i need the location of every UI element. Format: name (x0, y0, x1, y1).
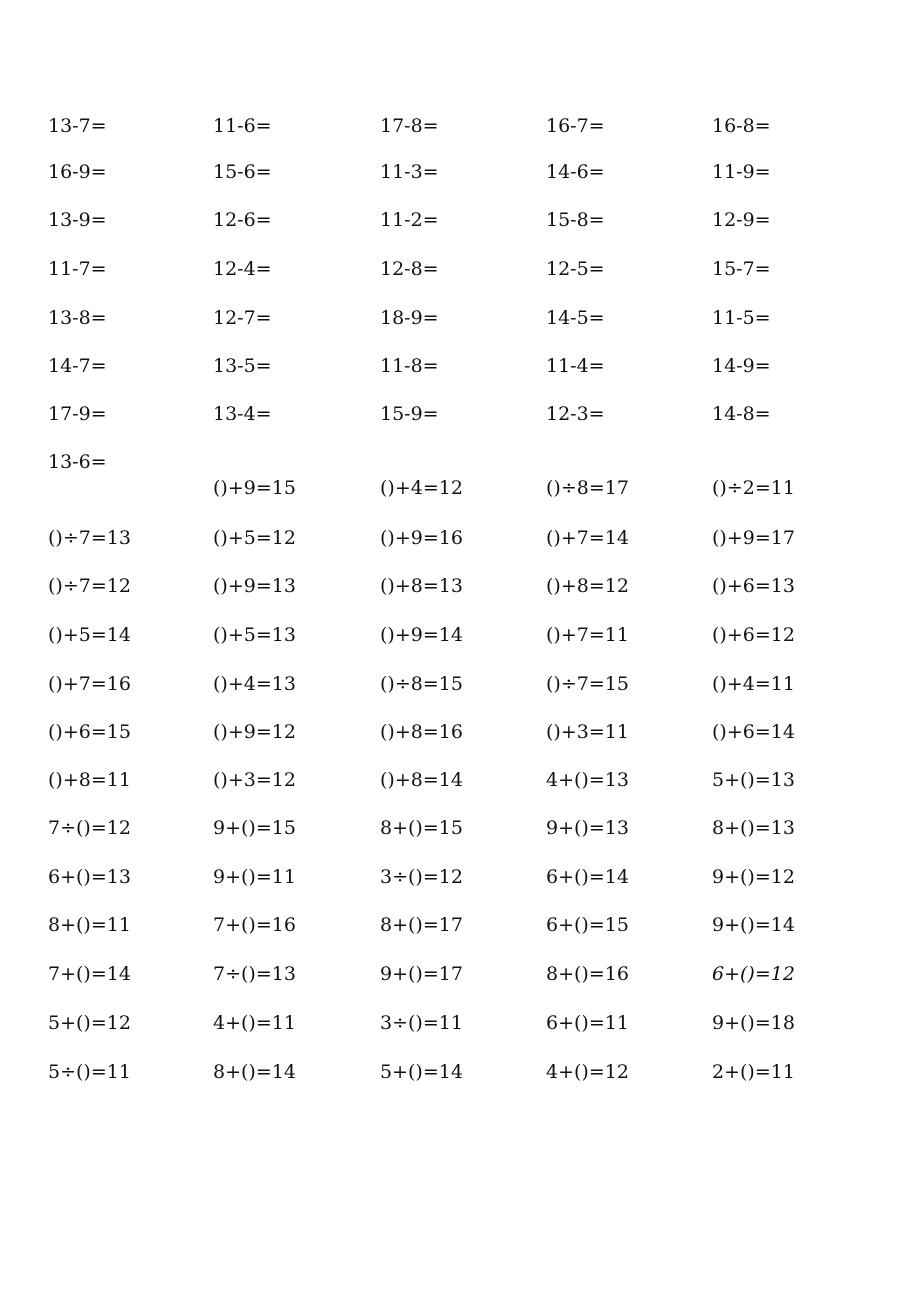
problem: 13-6= (48, 451, 107, 473)
problem: 16-8= (712, 115, 771, 137)
problem: ()+5=13 (213, 624, 296, 646)
problem: 13-4= (213, 403, 272, 425)
problem: 15-9= (380, 403, 439, 425)
problem: 13-8= (48, 307, 107, 329)
problem: ()+9=12 (213, 721, 296, 743)
problem: 7+()=14 (48, 963, 131, 985)
problem: ()+4=11 (712, 673, 795, 695)
problem: 7+()=16 (213, 914, 296, 936)
problem: 9+()=17 (380, 963, 463, 985)
problem: 11-3= (380, 161, 439, 183)
problem: 11-2= (380, 209, 439, 231)
problem: 17-8= (380, 115, 439, 137)
problem: ()÷7=12 (48, 575, 131, 597)
problem: 6+()=15 (546, 914, 629, 936)
problem: 7÷()=13 (213, 963, 296, 985)
problem: 12-7= (213, 307, 272, 329)
problem: 14-6= (546, 161, 605, 183)
problem: ()+5=12 (213, 527, 296, 549)
problem: ()+4=12 (380, 477, 463, 499)
problem: ()+6=15 (48, 721, 131, 743)
problem: ()+8=16 (380, 721, 463, 743)
problem: 6+()=12 (712, 963, 795, 985)
problem: 8+()=16 (546, 963, 629, 985)
problem: 9+()=18 (712, 1012, 795, 1034)
problem: 8+()=15 (380, 817, 463, 839)
problem: 11-7= (48, 258, 107, 280)
problem: 12-3= (546, 403, 605, 425)
problem: ()÷2=11 (712, 477, 795, 499)
problem: 3÷()=11 (380, 1012, 463, 1034)
problem: 15-7= (712, 258, 771, 280)
problem: ()+3=12 (213, 769, 296, 791)
problem: 5+()=12 (48, 1012, 131, 1034)
problem: 12-5= (546, 258, 605, 280)
problem: 14-5= (546, 307, 605, 329)
problem: ()+8=13 (380, 575, 463, 597)
problem: ()+4=13 (213, 673, 296, 695)
problem: 18-9= (380, 307, 439, 329)
problem: 14-7= (48, 355, 107, 377)
problem: 12-8= (380, 258, 439, 280)
problem: 6+()=13 (48, 866, 131, 888)
problem: 16-9= (48, 161, 107, 183)
problem: 6+()=11 (546, 1012, 629, 1034)
problem: ()+8=11 (48, 769, 131, 791)
problem: ()+9=17 (712, 527, 795, 549)
problem: 13-5= (213, 355, 272, 377)
problem: 4+()=13 (546, 769, 629, 791)
problem: 6+()=14 (546, 866, 629, 888)
problem: 12-9= (712, 209, 771, 231)
problem: ()+7=16 (48, 673, 131, 695)
problem: 9+()=11 (213, 866, 296, 888)
problem: ()+9=13 (213, 575, 296, 597)
problem: 9+()=14 (712, 914, 795, 936)
problem: ()+6=14 (712, 721, 795, 743)
problem: 5+()=14 (380, 1061, 463, 1083)
problem: 8+()=13 (712, 817, 795, 839)
problem: 7÷()=12 (48, 817, 131, 839)
problem: 9+()=15 (213, 817, 296, 839)
problem: ()+5=14 (48, 624, 131, 646)
problem: 11-9= (712, 161, 771, 183)
problem: ()+6=12 (712, 624, 795, 646)
problem: ()+9=16 (380, 527, 463, 549)
problem: ()+8=12 (546, 575, 629, 597)
problem: 8+()=14 (213, 1061, 296, 1083)
problem: 12-4= (213, 258, 272, 280)
problem: ()÷8=17 (546, 477, 629, 499)
problem: ()+7=14 (546, 527, 629, 549)
problem: 8+()=17 (380, 914, 463, 936)
problem: 2+()=11 (712, 1061, 795, 1083)
problem: ()÷8=15 (380, 673, 463, 695)
problem: 16-7= (546, 115, 605, 137)
problem: ()+6=13 (712, 575, 795, 597)
problem: 9+()=12 (712, 866, 795, 888)
problem: 8+()=11 (48, 914, 131, 936)
problem: ()+7=11 (546, 624, 629, 646)
problem: 4+()=11 (213, 1012, 296, 1034)
problem: 3÷()=12 (380, 866, 463, 888)
problem: 11-4= (546, 355, 605, 377)
problem: 9+()=13 (546, 817, 629, 839)
problem: 11-6= (213, 115, 272, 137)
problem: ()+9=14 (380, 624, 463, 646)
problem: 13-9= (48, 209, 107, 231)
problem: 15-6= (213, 161, 272, 183)
problem: 4+()=12 (546, 1061, 629, 1083)
problem: ()+8=14 (380, 769, 463, 791)
problem: 13-7= (48, 115, 107, 137)
problem: 5÷()=11 (48, 1061, 131, 1083)
problem: 11-5= (712, 307, 771, 329)
problem: 15-8= (546, 209, 605, 231)
problem: ()÷7=13 (48, 527, 131, 549)
problem: ()+3=11 (546, 721, 629, 743)
problem: 17-9= (48, 403, 107, 425)
problem: 5+()=13 (712, 769, 795, 791)
problem: 14-9= (712, 355, 771, 377)
problem: 14-8= (712, 403, 771, 425)
problem: ()+9=15 (213, 477, 296, 499)
problem: 12-6= (213, 209, 272, 231)
problem: 11-8= (380, 355, 439, 377)
problem: ()÷7=15 (546, 673, 629, 695)
